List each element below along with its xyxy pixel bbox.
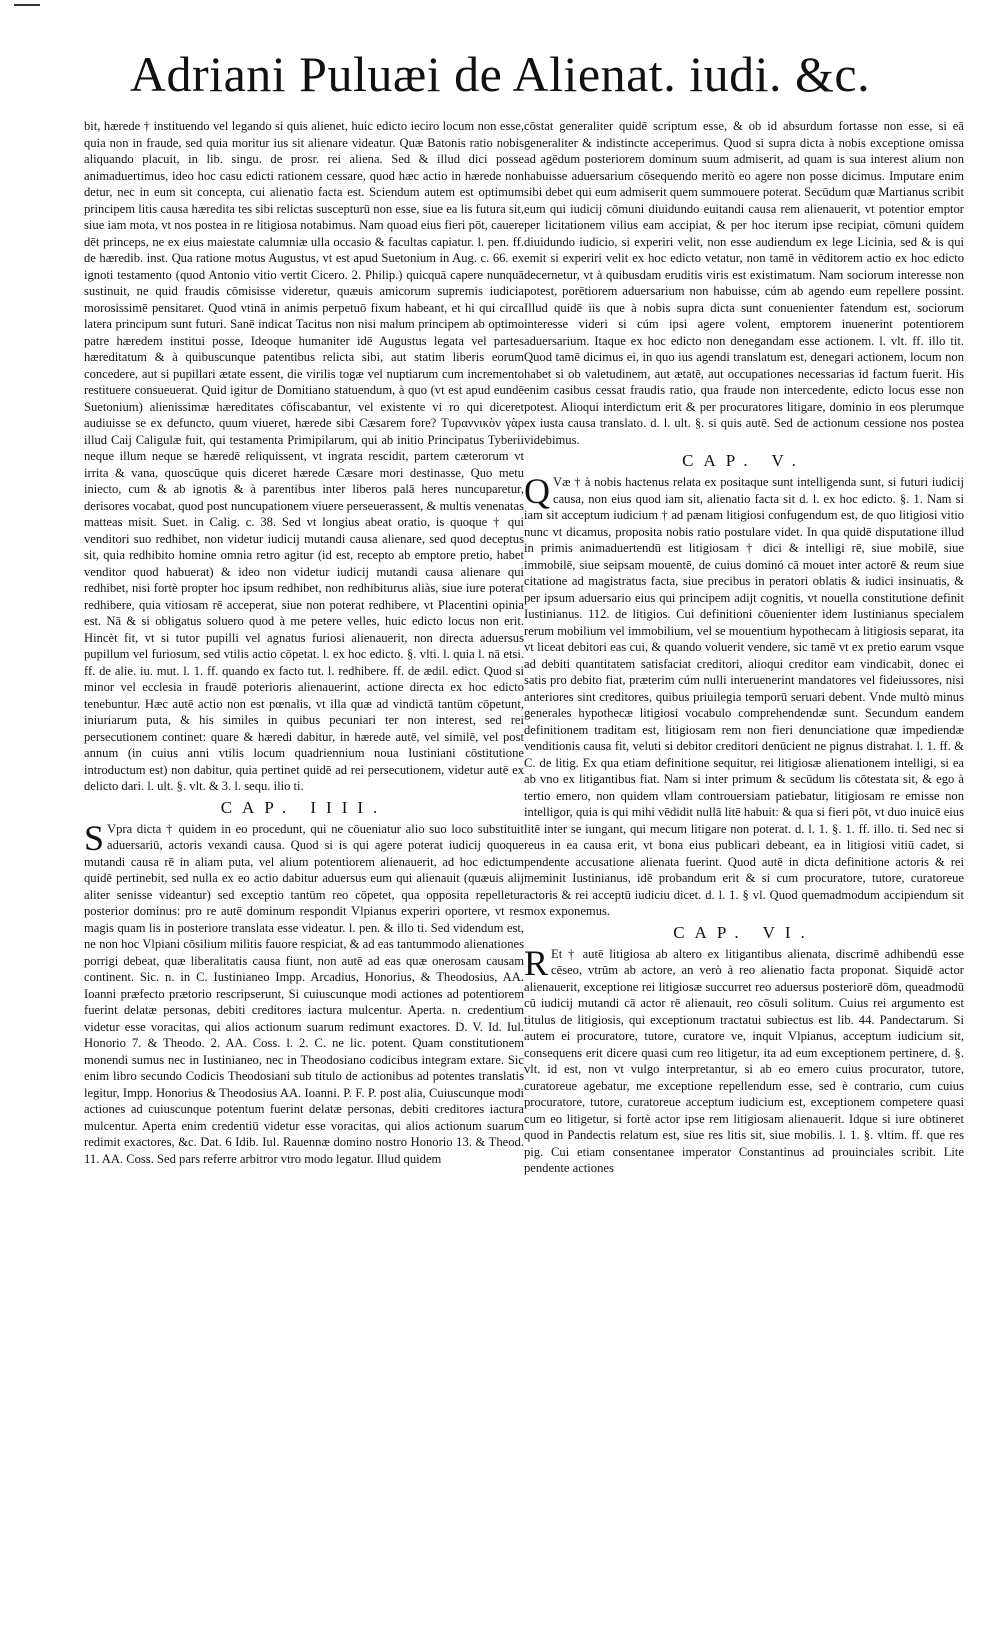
text-block: [524, 942, 964, 1177]
text-block: [84, 118, 524, 795]
chapter-heading: CAP. V.: [682, 451, 806, 470]
text-block: [524, 471, 964, 920]
chapter-heading: CAP. VI.: [673, 922, 815, 942]
right-column: [524, 118, 964, 1628]
chapter-heading: CAP. IIII.: [220, 797, 388, 817]
text-block: [84, 817, 524, 1168]
paragraph-text: Et † autē litigiosa ab altero ex litigantibus alienata, discrimē adhibendū esse cēseo, vtrūm ab actore, an verò à reo alienatio facta proponat. Siquidē actor alienauerit, exceptione rei litigiosæ succurret reo aduersus posteriorē dōm, queadmodū cū iudicij mutandi cā actor rē alienauit, reo cōsuli solitum. Cuius rei argumento est titulus de litigiosis, qui exceptionum tractatui subiectus est lib. 44. Pandectarum. Si autem ei procuratore, tutore, curatore ve, inquit Vlpianus, acceptum iudicium sit, consequens erit dicere quasi cum reo litigetur, ita ad eum exceptionem pertinere, d. §. vlt. id est, non vt vulgo interpretantur, si ab eo emero cuius procurator, tutore, curatoreue agebatur, me exceptione repellendum esse, sed è contrario, cum cuius procuratore, tutore, curatoreue acceptum iudicium est, exceptionem competere quasi cum eo litigetur, si fortè actor ipse rem litigiosam alienauerit. Idque si iure obtineret quod in Pandectis relatum est, siue res litis sit, siue mobilis. l. 1. §. vltim. ff. que res pig. Cui etiam consentanee imperator Constantinus ad prouinciales scribit. Lite pendente actiones: [524, 946, 964, 1175]
text-block: [524, 118, 964, 448]
top-rule: [14, 4, 40, 6]
paragraph-text: bit, hærede † instituendo vel legando si quis alienet, huic edicto ieciro locum non esse, quia non in fraude, sed quia moritur ius sit alienare videatur. Quæ Batonis ratio nobis aliquando placuit, in lib. singu. de prosr. rei aliena. Sed & illud dici posse animaduertimus, ideo hoc casu edicti rationem cessare, quod hæc actio in hærede non detur, nec in eum sit concepta, cui alienatio facta est. Sciendum autem est optimum principem litis causa hæredita tes sibi relictas suscepturū non esse, siue ea lis futura sit, siue iam mota, vt nos postea in re litigiosa notabimus. Nam quoad eius fieri pōt, cauere dēt princeps, ne ex eius maiestate calumniæ ulla occasio & facultas capiatur. l. pen. ff. de hæredib. inst. Qua ratione motus Augustus, vt est apud Suetonium in Aug. c. 66. ex ignoti testamento (quod Antonio vitio vertit Cicero. 2. Philip.) quicquā capere nunquā sustinuit, ne quid fraudis cōmisisse videretur, quæuis amicorum supremis iudicia morosissimē pensitaret. Quod vtinā in animis perpetuō fixum habeant, et hi qui circa latera principum sunt futuri. Sanē indicat Tacitus non nisi malum principem ab optimo patre hæredem institui posse, Ideoque humaniter idē Augustus legata vel partes hæreditatum & à quibuscunque patentibus relicta sibi, aut statim liberis eorum concedere, aut si pupillari ætate essent, die virilis togæ vel nuptiarum cum incremento restituere consueuerat. Quid igitur de Domitiano statuendum, à quo (vt est apud eundē Suetonium) alienissimæ hæreditates cōfiscabantur, vel existente vi ro qui diceret audiuisse se ex defuncto, quum viueret, hærede sibi Cæsarem fore? Τυραννικὸν γὰρ illud Caij Caligulæ fuit, qui testamenta Primipilarum, qui ab initio Principatus Tyberii neque illum neque se hæredē reliquissent, vt ingrata rescidit, partem cæterorum vt irrita & vana, quoscūque quis diceret hærede Cæsare mori destinasse, Quo metu iniecto, cum & ab ignotis & à parentibus inter liberos palā heres nuncuparetur, derisores vocabat, quod post nuncupationem viuere perseuerassent, & multis venenatas matteas misit. Suet. in Calig. c. 38. Sed vt longius abeat oratio, is quoque † qui venditori suo redhibet, non videtur iudicij mutandi causa alienare, sed quod deceptus sit, quia redhibito homine omnia retro agitur (id est, recepto ab emptore pretio, habet venditor quod habuerat) & ideo non videtur iudicij mutandi causa alienare qui redhibet, nisi fortè propter hoc ipsum redhibet, non redhibiturus aliàs, siue iure poterat redhibere, quia vitiosam rē acceperat, siue non poterat redhibere, vt Placentini opinia est. Nā & si obligatus soluero quod à me petere velles, huic edicto locus non erit. Hincèt fit, vt si tutor pupilli vel agnatus furiosi alienauerit, non directa aduersus pupillum vel furiosum, sed vtilis actio cōpetat. l. ex hoc edicto. §. vlti. l. quia l. nā etsi. ff. de alie. iu. mut. l. 1. ff. quando ex facto tut. l. redhibere. ff. de ædil. edict. Quod si minor vel ecclesia in fraudē poterioris alienauerint, actione directa ex hoc edicto tenebuntur. Hæc autē actio non est pœnalis, vt illa quæ ad vindictā tantūm cōpetunt, iniuriarum puta, & his similes in quibus pecuniari ter non interest, sed rei persecutionem continet: quare & hæredi dabitur, in hærede autē, vel similē, vel post annum (in cuius anni vtilis locum quadriennium noua Iustiniani cōstitutione introductum est) non dabitur, quia pertinet quidē ad rei persecutionem, videtur autē ex delicto dari. l. ult. §. vlt. & 3. l. sequ. ilio ti.: [84, 119, 524, 793]
drop-capital: R: [524, 942, 549, 983]
left-column: [84, 118, 524, 1628]
paragraph-text: Vpra dicta † quidem in eo procedunt, qui ne cōueniatur alio suo loco substituit aduersariū, actoris vexandi causa. Quod si is qui agere poterat iudicij quoque mutandi causa rē in aliam puta, vel alium potentiorem alienauerit, ad hoc edictum quidē pertinebit, sed nulla ex eo actio dabitur aduersus eum qui alienauit (quæuis alij aliter senisse videantur) sed exceptio tantūm reo cōpetet, qua opposita repelletur posterior dominus: pro re autē dominum respondit Vlpianus experiri oportere, vt res magis quam lis in posteriore translata esse videatur. l. pen. & illo ti. Sed videndum est, ne non hoc Vlpiani cōsilium militis fauore respiciat, & ad eas tantummodo alienationes porrigi debeat, quæ liberalitatis causa fiunt, non autē ad eas quæ onerosam causam continent. Sic. n. in C. Iustinianeo Impp. Arcadius, Honorius, & Theodosius, AA. Ioanni præfecto prætorio rescripserunt, Si cuiuscunque modi actiones ad potentiorem fuerint delatæ personas, debiti creditores iactura mulcentur. Aperta. n. credentium videtur esse voracitas, qui alios actionum suarum redimunt exactores. D. V. Id. Iul. Honorio 7. & Theodo. 2. AA. Coss. l. 2. C. ne lic. potent. Quam constitutionem monendi sumus nec in Iustinianeo, nec in Theodosiano codicibus integram extare. Sic enim libro secundo Codicis Theodosiani sub titulo de actionibus ad potentes translatis legitur, Impp. Honorius & Theodosius AA. Ioanni. P. F. P. post alia, Cuiuscunque modi actiones ad cuiuscunque potentum fuerint delatæ personas, debiti creditores iactura mulcentur. Aperta enim credentiū videtur esse voracitas, qui alios actionum suarum redimit exactores, &c. Dat. 6 Idib. Iul. Rauennæ domino nostro Honorio 13. & Theod. 11. AA. Coss. Sed pars referre arbitror vtro modo legatur. Illud quidem: [84, 821, 524, 1166]
page-title: Adriani Puluæi de Alienat. iudi. &c.: [129, 46, 871, 102]
paragraph-text: Væ † à nobis hactenus relata ex positaque sunt intelligenda sunt, si futuri iudicij causa, non eius quod iam sit, alienatio facta sit d. l. ex hoc edicto. §. 1. Nam si iam sit acceptum iudicium † ad pænam litigiosi confugendum est, de quo litigiosi vitio nunc vt dicamus, proposita nobis ratio postulare videt. In qua quidē disputatione illud in primis animaduertendū est litigiosam † dici & intelligi rē, siue mobilē, siue immobilē, siue seipsam mouentē, de cuius dominó cā mouet inter actorē & reum siue citatione ad magistratus facta, siue precibus in peratori oblatis & iudici insinuatis, & per ipsum aduersario eius qui principem adijt cognitis, vt nouella constitutione definit Iustinianus. 112. de litigios. Cui definitioni cōuenienter idem Iustinianus specialem rerum mobilium vel immobilium, vel se mouentium hypothecam à litigiosis separat, ita vt liceat debitori eas cui, & quando voluerit vendere, sic tamē vt ex pretio earum vsque ad debiti quantitatem satisfaciat creditori, alioqui creditor eam vindicabit, donec ei satis pro debito fiat, præterim cúm nulli interuenerint mandatores vel fideiussores, nisi anteriores sint creditores, quibus priuilegia temporū seruari debent. Vnde multò minus generales hypothecæ litigiosi vocabulo comprehendendæ sunt. Secundum eandem definitionem traditam est, litigiosam rem non fieri denunciatione quæ impediendæ venditionis causa fit, veluti si debitor creditori denūcient ne pignus distrahat. l. 1. ff. & C. de litig. Ex qua etiam definitione sequitur, rei litigiosæ alienationem intelligi, si ea ab vno ex litigantibus fiat. Nam si inter primum & secūdum lis cōtestata sit, & ego à tertio emero, non quidem vllam controuersiam patiebatur, litigiosam re emisse non intelligor, quia is qui mihi vēdidit nullā litē habuit: & qua si fieri pōt, vt duo inuicē eius litē inter se iungant, qui mecum litigare non poterat. d. l. 1. §. 1. ff. illo. ti. Sed nec si reus in ea causa erit, vt bona eius publicari debeant, ea in litigiosi vitiū cadet, si pendente accusatione alienata fuerint. Quod autē in dicta definitione actoris & rei meminit Iustinianus, idē probandum erit & si cum procuratore, tutore, curatoreue actoris & rei acceptū iudiciu dicet. d. l. 1. § vl. Quod quemadmodum accipiendum sit mox exponemus.: [524, 475, 964, 918]
drop-capital: S: [84, 817, 105, 858]
paragraph-text: cōstat generaliter quidē scriptum esse, & ob id absurdum fortasse non esse, si eā generaliter & indistincte acceperimus. Quod si supra dicta à nobis exceptione omissa ad agēdum posteriorem dominum suum admiserit, ad quam is sua interest alium non habuisse aduersarium cōsequendo meritò eo agere non posse dicimus. Imputare enim sibi debet qui eum admiserit quem summouere poterat. Secūdum quæ Martianus scribit eum qui iudicij cōmuni diuidundo euitandi causa rem alienauerit, vt potentior emptor per licitationem vilius eam accipiat, & per hoc iterum ipse recipiat, cōmuni quidem diuidundo iudicio, si experiri velit, non esse audiendum ex lege Licinia, sed & is qui emit si experiri velit ex hoc edicto vetatur, non tamē in vēditorem actio ex hoc edicto decernetur, vt à quibusdam eruditis viris est existimatum. Nam sociorum interesse non potest, porētiorem aduersarium non habuisse, cúm ab agendo eum repellere possint. Illud quidē iis que à nobis supra dicta sunt conuenienter fatendum est, sociorum interesse videri si cúm ipsi agere volent, emptorem inuenerint potentiorem aduersarium. Itaque ex hoc edicto non denegandam esse actionem. l. vlt. ff. illo tit. Quod tamē dicimus ei, in quo ius agendi translatum est, denegari actionem, locum non habet si ob valetudinem, aut ætatē, aut occupationes necessarias id factum fuerit. His enim casibus cessat fraudis ratio, qua fraude non intercedente, edicto locus esse non potest. Alioqui interdictum erit & per procuratores litigare, dominio in eos plerumque ex iusta causa translato. d. l. ult. §. si quis autē. Sed de actionum cessione nos postea videbimus.: [524, 119, 964, 447]
drop-capital: Q: [524, 471, 550, 511]
